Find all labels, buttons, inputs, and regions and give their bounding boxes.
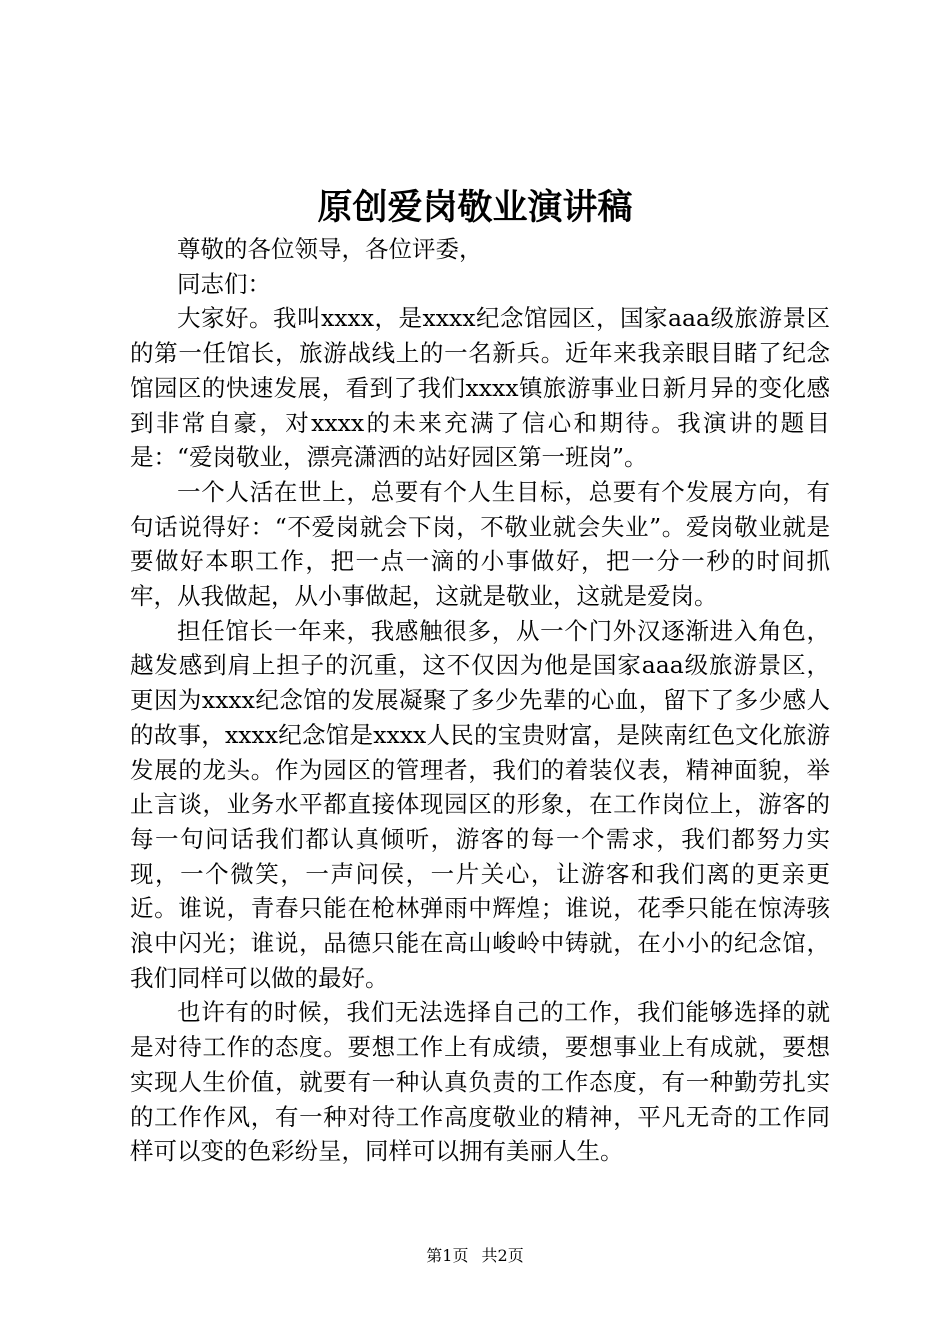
page-number: 第1页	[426, 1246, 469, 1265]
page-footer	[0, 1243, 950, 1266]
body-paragraph: 担任馆长一年来，我感触很多，从一个门外汉逐渐进入角色，越发感到肩上担子的沉重，这不仅因为他是国家aaa级旅游景区，更因为xxxx纪念馆的发展凝聚了多少先辈的心血，留下了多少感人的故事，xxxx纪念馆是xxxx人民的宝贵财富，是陕南红色文化旅游发展的龙头。作为园区的管理者，我们的着装仪表，精神面貌，举止言谈，业务水平都直接体现园区的形象，在工作岗位上，游客的每一句问话我们都认真倾听，游客的每一个需求，我们都努力实现，一个微笑，一声问侯，一片关心，让游客和我们离的更亲更近。谁说，青春只能在枪林弹雨中辉煌；谁说，花季只能在惊涛骇浪中闪光；谁说，品德只能在高山峻岭中铸就，在小小的纪念馆，我们同样可以做的最好。	[130, 616, 830, 992]
page-total: 共2页	[481, 1246, 524, 1265]
body-paragraph: 一个人活在世上，总要有个人生目标，总要有个发展方向，有句话说得好：“不爱岗就会下岗，不敬业就会失业”。爱岗敬业就是要做好本职工作，把一点一滴的小事做好，把一分一秒的时间抓牢，从我做起，从小事做起，这就是敬业，这就是爱岗。	[130, 477, 830, 611]
document-body	[130, 232, 830, 1169]
body-paragraph: 大家好。我叫xxxx，是xxxx纪念馆园区，国家aaa级旅游景区的第一任馆长，旅游战线上的一名新兵。近年来我亲眼目睹了纪念馆园区的快速发展，看到了我们xxxx镇旅游事业日新月异的变化感到非常自豪，对xxxx的未来充满了信心和期待。我演讲的题目是：“爱岗敬业，漂亮潇洒的站好园区第一班岗”。	[130, 304, 830, 472]
salutation-paragraph: 同志们：	[177, 269, 271, 298]
document-title: 原创爱岗敬业演讲稿	[317, 187, 633, 228]
salutation-paragraph: 尊敬的各位领导，各位评委，	[177, 235, 483, 263]
body-paragraph: 也许有的时候，我们无法选择自己的工作，我们能够选择的就是对待工作的态度。要想工作上有成绩，要想事业上有成就，要想实现人生价值，就要有一种认真负责的工作态度，有一种勤劳扎实的工作作风，有一种对待工作高度敬业的精神，平凡无奇的工作同样可以变的色彩纷呈，同样可以拥有美丽人生。	[130, 998, 830, 1166]
